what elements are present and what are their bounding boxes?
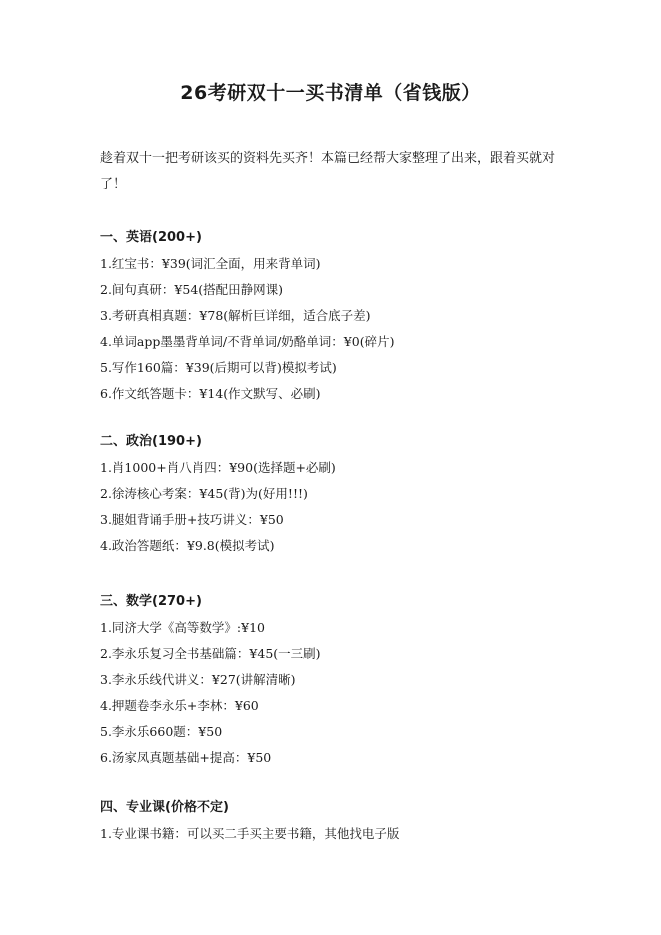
list-item: 5.写作160篇：¥39(后期可以背)模拟考试) — [100, 360, 337, 375]
section-heading: 二、政治(190+) — [100, 434, 202, 449]
list-item: 2.徐涛核心考案：¥45(背)为(好用!!!) — [100, 486, 308, 501]
list-item: 4.押题卷李永乐+李林：¥60 — [100, 698, 259, 713]
section-math — [100, 589, 580, 771]
item-list — [100, 251, 580, 407]
section-major — [100, 795, 580, 847]
list-item: 1.同济大学《高等数学》:¥10 — [100, 620, 265, 635]
list-item: 5.李永乐660题：¥50 — [100, 724, 223, 739]
page-title: 26考研双十一买书清单（省钱版） — [180, 82, 481, 104]
list-item: 6.汤家凤真题基础+提高：¥50 — [100, 750, 272, 765]
intro-paragraph: 趁着双十一把考研该买的资料先买齐！本篇已经帮大家整理了出来，跟着买就对了！ — [100, 151, 556, 192]
item-list — [100, 455, 580, 559]
item-list — [100, 615, 580, 771]
list-item: 2.间句真研：¥54(搭配田静网课) — [100, 282, 284, 297]
section-politics — [100, 429, 580, 559]
list-item: 3.腿姐背诵手册+技巧讲义：¥50 — [100, 512, 284, 527]
list-item: 4.单词app墨墨背单词/不背单词/奶酪单词：¥0(碎片) — [100, 334, 395, 349]
section-heading: 一、英语(200+) — [100, 230, 202, 245]
list-item: 1.专业课书籍：可以买二手买主要书籍，其他找电子版 — [100, 826, 400, 841]
section-heading: 三、数学(270+) — [100, 594, 202, 609]
list-item: 3.李永乐线代讲义：¥27(讲解清晰) — [100, 672, 296, 687]
item-list — [100, 821, 580, 847]
list-item: 1.红宝书：¥39(词汇全面，用来背单词) — [100, 256, 321, 271]
list-item: 3.考研真相真题：¥78(解析巨详细，适合底子差) — [100, 308, 371, 323]
list-item: 6.作文纸答题卡：¥14(作文默写、必刷) — [100, 386, 321, 401]
section-heading: 四、专业课(价格不定) — [100, 800, 229, 815]
list-item: 2.李永乐复习全书基础篇：¥45(一三刷) — [100, 646, 321, 661]
list-item: 4.政治答题纸：¥9.8(模拟考试) — [100, 538, 275, 553]
section-english — [100, 225, 580, 407]
list-item: 1.肖1000+肖八肖四：¥90(选择题+必刷) — [100, 460, 336, 475]
